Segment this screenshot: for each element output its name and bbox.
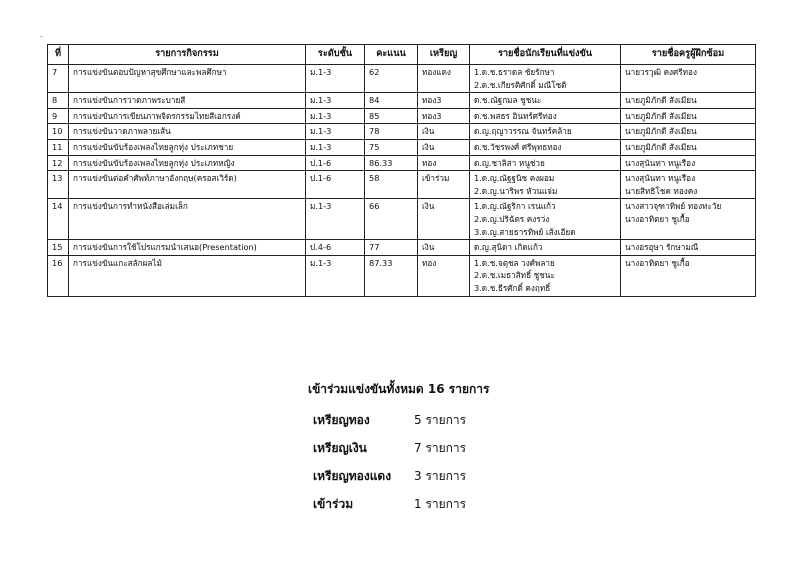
cell-activity: การแข่งขันการวาดภาพระบายสี	[69, 93, 306, 109]
results-table	[47, 44, 756, 297]
teacher-name: นางอรอุษา รักษามณี	[625, 242, 699, 253]
cell-medal: ทอง3	[418, 93, 470, 109]
teacher-name: นายวรวุฒิ คงศรีทอง	[625, 67, 697, 77]
cell-students	[470, 155, 621, 171]
cell-score: 85	[365, 108, 418, 124]
cell-level: ม.1-3	[306, 93, 365, 109]
cell-no: 15	[48, 240, 69, 256]
student-name: 3.ด.ญ.สายธารทิพย์ เส้งเอียด	[474, 226, 576, 237]
header-level: ระดับชั้น	[306, 45, 365, 65]
table-row	[48, 199, 756, 240]
cell-students	[470, 124, 621, 140]
header-activity: รายการกิจกรรม	[69, 45, 306, 65]
cell-teachers	[621, 65, 756, 93]
cell-level: ป.1-6	[306, 155, 365, 171]
cell-medal: เงิน	[418, 199, 470, 240]
summary-total: เข้าร่วมแข่งขันทั้งหมด 16 รายการ	[308, 382, 490, 396]
teacher-name: นายภูมิภักดี สังเมียน	[625, 141, 697, 152]
cell-activity: การแข่งขันต่อคำศัพท์ภาษาอังกฤษ(ครอสเวิร์ด)	[69, 171, 306, 199]
student-name: 2.ด.ช.เกียรติศักดิ์ มณีโชติ	[474, 79, 567, 90]
summary-label: เหรียญทอง	[313, 413, 370, 427]
teacher-name: นายภูมิภักดี สังเมียน	[625, 110, 697, 121]
teacher-name: นางอาทิตยา ชูเกื้อ	[625, 213, 690, 224]
corner-mark: -	[40, 32, 43, 41]
student-name: 2.ด.ญ.ปริฉัตร คงรว่ง	[474, 213, 550, 224]
student-name: ด.ช.ณัฐกมล ชูชนะ	[474, 95, 542, 106]
cell-activity: การแข่งขันการเขียนภาพจิตรกรรมไทยสีเอกรงค์	[69, 108, 306, 124]
student-name: 1.ด.ช.ธราดล ชัยรักษา	[474, 67, 555, 77]
cell-no: 8	[48, 93, 69, 109]
cell-level: ม.1-3	[306, 65, 365, 93]
summary-participation	[313, 498, 489, 511]
teacher-name: นางอาทิตยา ชูเกื้อ	[625, 257, 690, 268]
cell-level: ม.1-3	[306, 199, 365, 240]
cell-teachers	[621, 171, 756, 199]
table-row	[48, 171, 756, 199]
cell-score: 86.33	[365, 155, 418, 171]
cell-medal: เงิน	[418, 240, 470, 256]
summary-label: เหรียญเงิน	[313, 441, 367, 455]
teacher-name: นางสาวจุฑาทิพย์ ทองทะวัย	[625, 201, 722, 212]
cell-medal: ทอง3	[418, 108, 470, 124]
header-teachers: รายชื่อครูผู้ฝึกซ้อม	[621, 45, 756, 65]
cell-teachers	[621, 255, 756, 296]
cell-teachers	[621, 240, 756, 256]
header-students: รายชื่อนักเรียนที่แข่งขัน	[470, 45, 621, 65]
cell-score: 58	[365, 171, 418, 199]
cell-medal: ทองแดง	[418, 65, 470, 93]
cell-activity: การแข่งขันขับร้องเพลงไทยลูกทุ่ง ประเภทหญิง	[69, 155, 306, 171]
cell-activity: การแข่งขันการทำหนังสือเล่มเล็ก	[69, 199, 306, 240]
cell-level: ม.1-3	[306, 124, 365, 140]
cell-level: ม.1-3	[306, 255, 365, 296]
summary-gold	[313, 414, 489, 427]
cell-activity: การแข่งขันแกะสลักผลไม้	[69, 255, 306, 296]
teacher-name: นางสุนันทา หนูเรือง	[625, 173, 696, 184]
cell-score: 87.33	[365, 255, 418, 296]
student-name: 1.ด.ช.จตุชล วงศ์พลาย	[474, 257, 555, 268]
cell-level: ป.4-6	[306, 240, 365, 256]
cell-teachers	[621, 108, 756, 124]
cell-teachers	[621, 93, 756, 109]
student-name: ด.ญ.ฤญาวรรณ จันทร์คล้าย	[474, 126, 572, 137]
student-name: 1.ด.ญ.ณัฐริกา เรนแก้ว	[474, 201, 556, 212]
cell-score: 77	[365, 240, 418, 256]
header-no: ที่	[48, 45, 69, 65]
cell-score: 78	[365, 124, 418, 140]
table-row	[48, 240, 756, 256]
cell-level: ม.1-3	[306, 139, 365, 155]
summary-count: 5 รายการ	[414, 413, 467, 427]
cell-students	[470, 255, 621, 296]
cell-medal: ทอง	[418, 155, 470, 171]
table-row	[48, 93, 756, 109]
table-row	[48, 124, 756, 140]
cell-score: 66	[365, 199, 418, 240]
cell-teachers	[621, 139, 756, 155]
student-name: ด.ช.วัชรพงศ์ ศรีพุทธทอง	[474, 141, 562, 152]
summary-block	[308, 380, 489, 526]
cell-medal: เงิน	[418, 139, 470, 155]
cell-activity: การแข่งขันตอบปัญหาสุขศึกษาและพลศึกษา	[69, 65, 306, 93]
teacher-name: นางสุนันทา หนูเรือง	[625, 157, 696, 168]
cell-no: 12	[48, 155, 69, 171]
table-row	[48, 65, 756, 93]
student-name: ด.ญ.สุนิดา เกิดแก้ว	[474, 242, 543, 253]
table-row	[48, 255, 756, 296]
teacher-name: นายภูมิภักดี สังเมียน	[625, 95, 697, 106]
header-score: คะแนน	[365, 45, 418, 65]
cell-score: 84	[365, 93, 418, 109]
cell-activity: การแข่งขันขับร้องเพลงไทยลูกทุ่ง ประเภทชาย	[69, 139, 306, 155]
cell-teachers	[621, 124, 756, 140]
cell-no: 13	[48, 171, 69, 199]
table-row	[48, 139, 756, 155]
table-header-row	[48, 45, 756, 65]
summary-silver	[313, 442, 489, 455]
cell-students	[470, 93, 621, 109]
header-medal: เหรียญ	[418, 45, 470, 65]
summary-bronze	[313, 470, 489, 483]
cell-teachers	[621, 199, 756, 240]
cell-score: 75	[365, 139, 418, 155]
summary-count: 3 รายการ	[414, 469, 467, 483]
student-name: 2.ด.ช.เมธาสิทธิ์ ชูชนะ	[474, 270, 555, 281]
table-row	[48, 155, 756, 171]
cell-students	[470, 108, 621, 124]
cell-students	[470, 240, 621, 256]
cell-level: ป.1-6	[306, 171, 365, 199]
cell-level: ม.1-3	[306, 108, 365, 124]
cell-medal: เงิน	[418, 124, 470, 140]
cell-no: 7	[48, 65, 69, 93]
table-row	[48, 108, 756, 124]
cell-no: 14	[48, 199, 69, 240]
summary-count: 7 รายการ	[414, 441, 467, 455]
cell-students	[470, 199, 621, 240]
teacher-name: นายสิทธิโชค ทองคง	[625, 185, 698, 196]
cell-no: 10	[48, 124, 69, 140]
student-name: 2.ด.ญ.นาริพร หัวนแจ่ม	[474, 185, 558, 196]
cell-activity: การแข่งขันการใช้โปรแกรมนำเสนอ(Presentation)	[69, 240, 306, 256]
cell-no: 11	[48, 139, 69, 155]
cell-medal: เข้าร่วม	[418, 171, 470, 199]
cell-students	[470, 65, 621, 93]
teacher-name: นายภูมิภักดี สังเมียน	[625, 126, 697, 137]
cell-activity: การแข่งขันวาดภาพลายเส้น	[69, 124, 306, 140]
student-name: ด.ช.พสธร อินทร์ศรีทอง	[474, 110, 557, 121]
cell-students	[470, 171, 621, 199]
summary-count: 1 รายการ	[414, 497, 467, 511]
summary-label: เข้าร่วม	[313, 497, 354, 511]
cell-no: 9	[48, 108, 69, 124]
cell-students	[470, 139, 621, 155]
student-name: 1.ด.ญ.ณัฐฐนิช คงผอม	[474, 173, 555, 184]
student-name: 3.ด.ช.ธีรศักดิ์ คงฤทธิ์	[474, 282, 551, 293]
cell-teachers	[621, 155, 756, 171]
summary-label: เหรียญทองแดง	[313, 469, 392, 483]
cell-no: 16	[48, 255, 69, 296]
cell-score: 62	[365, 65, 418, 93]
cell-medal: ทอง	[418, 255, 470, 296]
student-name: ด.ญ.ชาลิสา หนูช่วย	[474, 157, 545, 168]
